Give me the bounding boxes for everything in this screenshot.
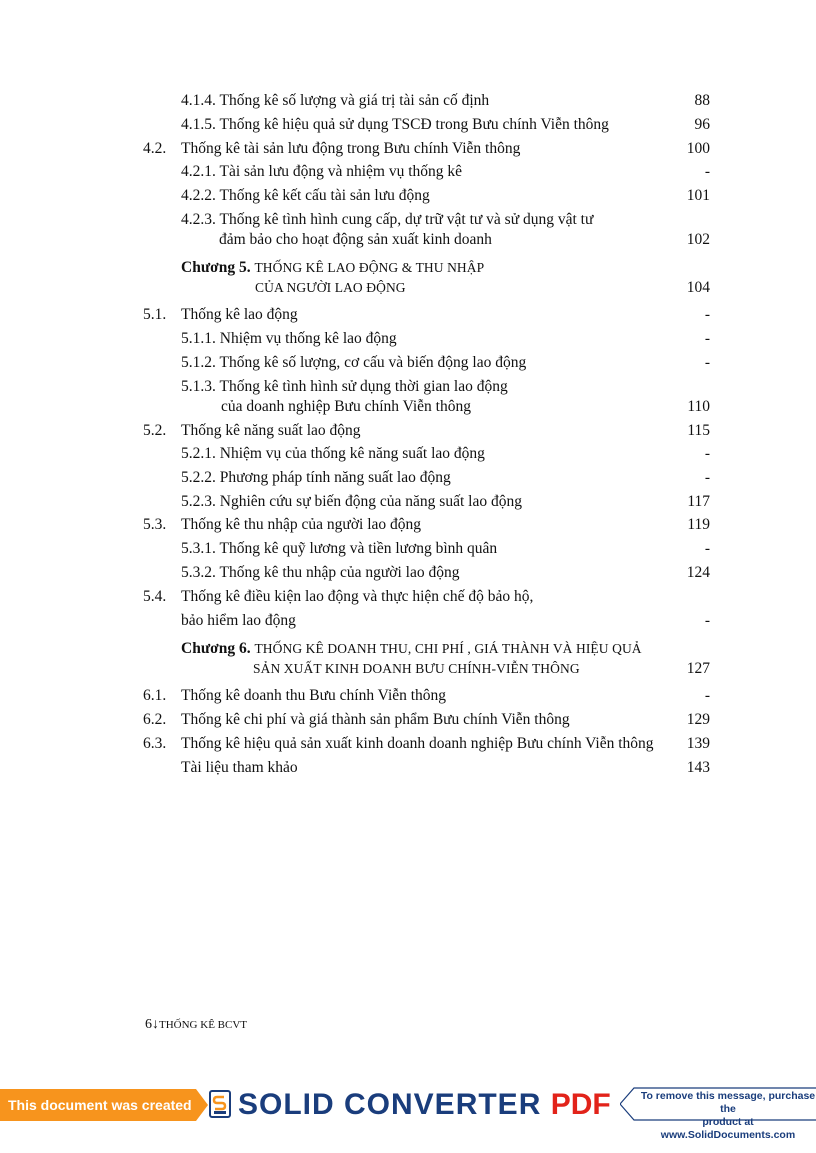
toc-entry-page: - [704,445,710,462]
watermark-banner[interactable] [0,1083,816,1145]
toc-entry-number: 6.3. [143,735,167,752]
toc-entry-number: 6.2. [143,711,167,728]
toc-entry-text: 5.2.1. Nhiệm vụ của thống kê năng suất lao động [181,445,485,462]
toc-entry-text: Thống kê chi phí và giá thành sản phẩm Bưu chính Viễn thông [181,711,570,728]
toc-entry-page: 102 [686,231,710,248]
toc-entry-number: 5.1. [143,306,167,323]
chapter-5-heading [181,258,484,277]
toc-entry-text: 4.2.3. Thống kê tình hình cung cấp, dự trữ vật tư và sử dụng vật tư [181,211,594,228]
toc-entry-page: - [704,540,710,557]
remove-message[interactable] [640,1090,816,1142]
toc-entry-page: 100 [686,140,710,157]
toc-entry-text: Thống kê điều kiện lao động và thực hiện chế độ bảo hộ, [181,588,534,605]
toc-entry-page: - [704,330,710,347]
toc-entry-page: 96 [694,116,710,133]
toc-entry-number: 5.3. [143,516,167,533]
brand-pdf: PDF [550,1088,611,1121]
toc-entry-page: 101 [686,187,710,204]
arrow-right-icon [196,1089,208,1121]
chapter-6-title: THỐNG KÊ DOANH THU, CHI PHÍ , GIÁ THÀNH VÀ HIỆU QUẢ [254,641,642,656]
chapter-5-label: Chương 5. [181,259,251,276]
toc-entry-text: 5.2.3. Nghiên cứu sự biến động của năng suất lao động [181,493,522,510]
toc-entry-text: 4.2.2. Thống kê kết cấu tài sản lưu động [181,187,430,204]
toc-entry-page: - [704,612,710,629]
toc-entry-page: 127 [686,660,710,677]
toc-entry-text: Thống kê doanh thu Bưu chính Viễn thông [181,687,447,704]
remove-message-line1: To remove this message, purchase the [640,1090,816,1115]
toc-entry-text: Thống kê lao động [181,306,298,323]
toc-entry-text: Tài liệu tham khảo [181,759,298,776]
toc-entry-text: Thống kê hiệu quả sản xuất kinh doanh doanh nghiệp Bưu chính Viễn thông [181,735,654,752]
toc-entry-page: - [704,687,710,704]
chapter-6-heading [181,639,642,658]
toc-entry-text: 5.1.3. Thống kê tình hình sử dụng thời gian lao động [181,378,508,395]
toc-entry-text: Thống kê năng suất lao động [181,422,361,439]
toc-entry-page: 115 [687,422,710,439]
chapter-6-title-cont: SẢN XUẤT KINH DOANH BƯU CHÍNH-VIỄN THÔNG [253,661,580,676]
solid-logo-icon [208,1089,234,1121]
toc-entry-number: 4.2. [143,140,167,157]
toc-entry-text: của doanh nghiệp Bưu chính Viễn thông [221,398,471,415]
toc-entry-page: - [704,354,710,371]
toc-entry-page: 104 [686,279,710,296]
toc-entry-text: 5.1.2. Thống kê số lượng, cơ cấu và biến động lao động [181,354,527,371]
toc-entry-text: 4.1.4. Thống kê số lượng và giá trị tài sản cố định [181,92,490,109]
toc-entry-number: 6.1. [143,687,167,704]
toc-entry-number: 5.2. [143,422,167,439]
toc-entry-text: đảm bảo cho hoạt động sản xuất kinh doanh [219,231,492,248]
toc-entry-page: 124 [686,564,710,581]
toc-entry-text: 5.2.2. Phương pháp tính năng suất lao động [181,469,451,486]
chapter-6-label: Chương 6. [181,640,251,657]
brand-text: SOLID CONVERTER [238,1088,542,1121]
toc-entry-page: - [704,163,710,180]
toc-entry-page: 143 [686,759,710,776]
brand-name [238,1087,611,1123]
toc-entry-text: 4.1.5. Thống kê hiệu quả sử dụng TSCĐ trong Bưu chính Viễn thông [181,116,609,133]
toc-entry-text: 5.1.1. Nhiệm vụ thống kê lao động [181,330,397,347]
chapter-5-title: THỐNG KÊ LAO ĐỘNG & THU NHẬP [254,260,485,275]
chapter-5-title-cont: CỦA NGƯỜI LAO ĐỘNG [255,280,406,295]
toc-entry-page: 117 [687,493,710,510]
toc-entry-page: 88 [694,92,710,109]
toc-entry-text: 5.3.2. Thống kê thu nhập của người lao động [181,564,460,581]
toc-entry-text: bảo hiểm lao động [181,612,296,629]
remove-message-line2: product at www.SolidDocuments.com [660,1116,796,1141]
toc-entry-number: 5.4. [143,588,167,605]
toc-entry-page: 129 [686,711,710,728]
page-number: 6 [145,1017,152,1032]
toc-entry-text: Thống kê thu nhập của người lao động [181,516,422,533]
running-title: THỐNG KÊ BCVT [159,1019,247,1031]
toc-entry-text: Thống kê tài sản lưu động trong Bưu chính Viễn thông [181,140,521,157]
toc-entry-text: 4.2.1. Tài sản lưu động và nhiệm vụ thống kê [181,163,463,180]
toc-entry-page: - [704,469,710,486]
toc-entry-page: 139 [686,735,710,752]
toc-entry-page: 119 [687,516,710,533]
toc-entry-page: - [704,306,710,323]
toc-entry-page: 110 [687,398,710,415]
page-footer [145,1016,247,1034]
arrow-down-icon: ↓ [152,1017,159,1032]
created-using-text: This document was created using [0,1089,196,1121]
toc-entry-text: 5.3.1. Thống kê quỹ lương và tiền lương bình quân [181,540,498,557]
